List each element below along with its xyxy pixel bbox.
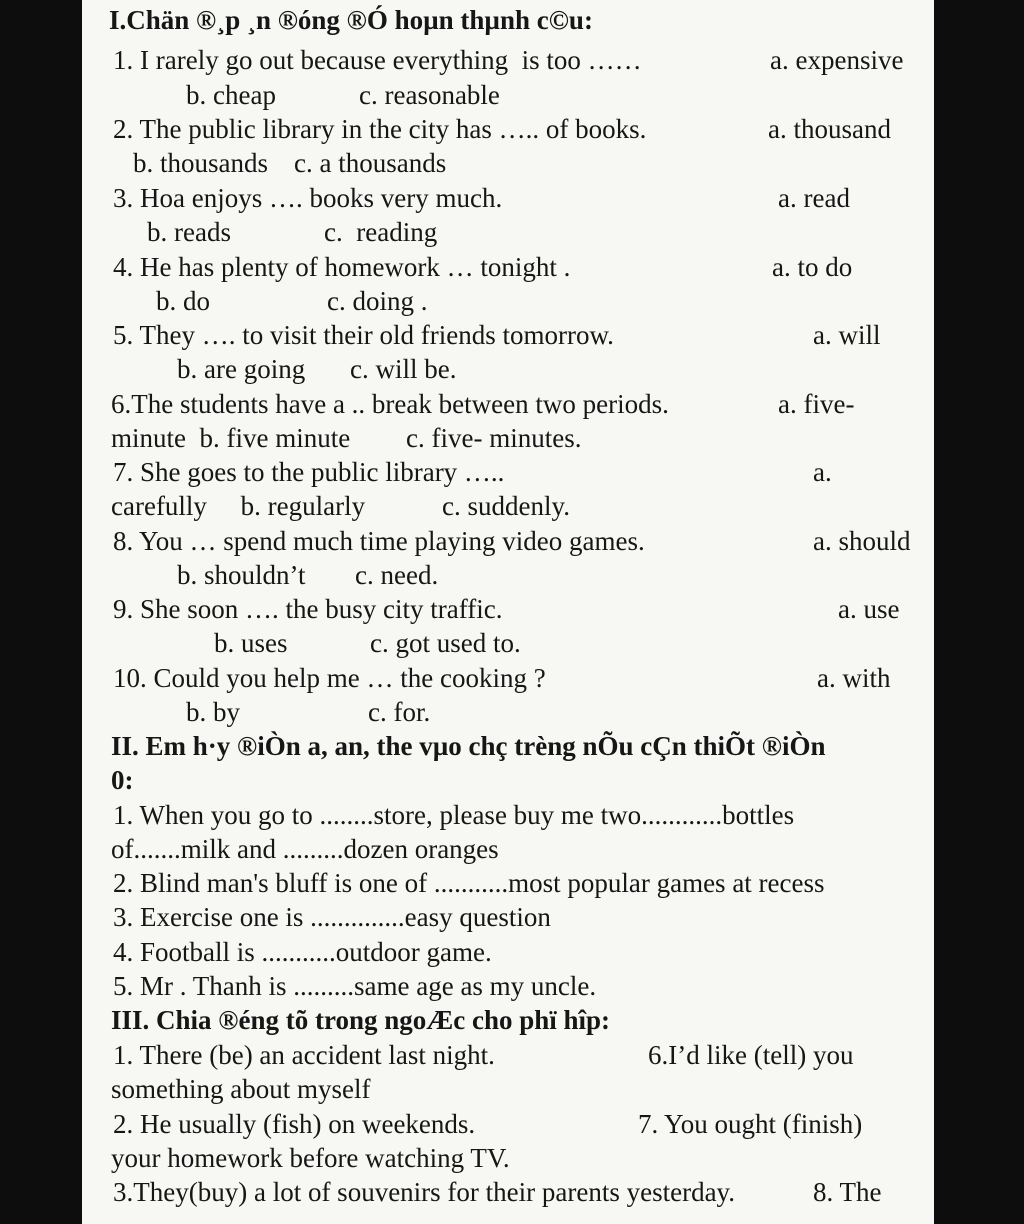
verb-line-3-left: 2. He usually (fish) on weekends. <box>113 1109 476 1139</box>
fill-line-1-cont: of.......milk and .........dozen oranges <box>111 834 499 864</box>
q5-stem: 5. They …. to visit their old friends tomorrow. <box>113 320 614 350</box>
q2-stem: 2. The public library in the city has ….. of books. <box>113 114 647 144</box>
verb-line-2-left: something about myself <box>111 1074 371 1104</box>
verb-line-3-right: 7. You ought (finish) <box>638 1109 863 1139</box>
q1-option-c: c. reasonable <box>359 80 500 110</box>
q1-option-a: a. expensive <box>770 45 904 75</box>
verb-line-4-left: your homework before watching TV. <box>111 1143 510 1173</box>
q7-option-b: carefully b. regularly <box>111 491 366 521</box>
q8-option-c: c. need. <box>355 560 439 590</box>
q6-option-c: c. five- minutes. <box>406 423 582 453</box>
q4-option-a: a. to do <box>772 252 853 282</box>
q8-stem: 8. You … spend much time playing video games. <box>113 526 645 556</box>
section-3-title: III. Chia ®éng tõ trong ngoÆc cho phï hîp: <box>111 1005 611 1035</box>
fill-line-1: 1. When you go to ........store, please buy me two............bottles <box>113 800 795 830</box>
q3-option-c: c. reading <box>324 217 438 247</box>
verb-line-5-right: 8. The <box>813 1177 882 1207</box>
q6-stem: 6.The students have a .. break between two periods. <box>111 389 669 419</box>
q10-option-c: c. for. <box>368 697 431 727</box>
q2-option-c: c. a thousands <box>294 148 447 178</box>
fill-line-5: 5. Mr . Thanh is .........same age as my uncle. <box>113 971 597 1001</box>
fill-line-4: 4. Football is ...........outdoor game. <box>113 937 492 967</box>
fill-line-3: 3. Exercise one is ..............easy question <box>113 902 551 932</box>
section-1-title: I.Chän ®¸p ¸n ®óng ®Ó hoµn thµnh c©u: <box>109 5 593 35</box>
q8-option-b: b. shouldn’t <box>177 560 306 590</box>
q10-option-a: a. with <box>817 663 891 693</box>
q9-option-c: c. got used to. <box>370 628 521 658</box>
section-2-title: II. Em h·y ®iÒn a, an, the vµo chç trèng nÕu cÇn thiÕt ®iÒn <box>111 731 826 761</box>
verb-line-1-left: 1. There (be) an accident last night. <box>113 1040 495 1070</box>
q1-option-b: b. cheap <box>186 80 276 110</box>
q9-option-b: b. uses <box>214 628 288 658</box>
q9-option-a: a. use <box>838 594 900 624</box>
section-2-title-cont: 0: <box>111 765 134 795</box>
q7-option-a: a. <box>813 457 832 487</box>
fill-line-2: 2. Blind man's bluff is one of ...........most popular games at recess <box>113 868 825 898</box>
q1-stem: 1. I rarely go out because everything is too …… <box>113 45 642 75</box>
q5-option-b: b. are going <box>177 354 306 384</box>
verb-line-1-right: 6.I’d like (tell) you <box>648 1040 854 1070</box>
q10-stem: 10. Could you help me … the cooking ? <box>113 663 546 693</box>
verb-line-5-left: 3.They(buy) a lot of souvenirs for their parents yesterday. <box>113 1177 736 1207</box>
q4-option-c: c. doing . <box>327 286 428 316</box>
q2-option-a: a. thousand <box>768 114 891 144</box>
q4-option-b: b. do <box>156 286 210 316</box>
q10-option-b: b. by <box>186 697 240 727</box>
q3-option-a: a. read <box>778 183 850 213</box>
q3-stem: 3. Hoa enjoys …. books very much. <box>113 183 503 213</box>
q3-option-b: b. reads <box>147 217 231 247</box>
q2-option-b: b. thousands <box>133 148 268 178</box>
q4-stem: 4. He has plenty of homework … tonight . <box>113 252 571 282</box>
q9-stem: 9. She soon …. the busy city traffic. <box>113 594 503 624</box>
q7-stem: 7. She goes to the public library ….. <box>113 457 505 487</box>
worksheet-page <box>82 0 934 1224</box>
q7-option-c: c. suddenly. <box>442 491 570 521</box>
q5-option-a: a. will <box>813 320 881 350</box>
q8-option-a: a. should <box>813 526 911 556</box>
q6-option-a: a. five- <box>778 389 855 419</box>
q6-option-b: minute b. five minute <box>111 423 351 453</box>
q5-option-c: c. will be. <box>350 354 457 384</box>
